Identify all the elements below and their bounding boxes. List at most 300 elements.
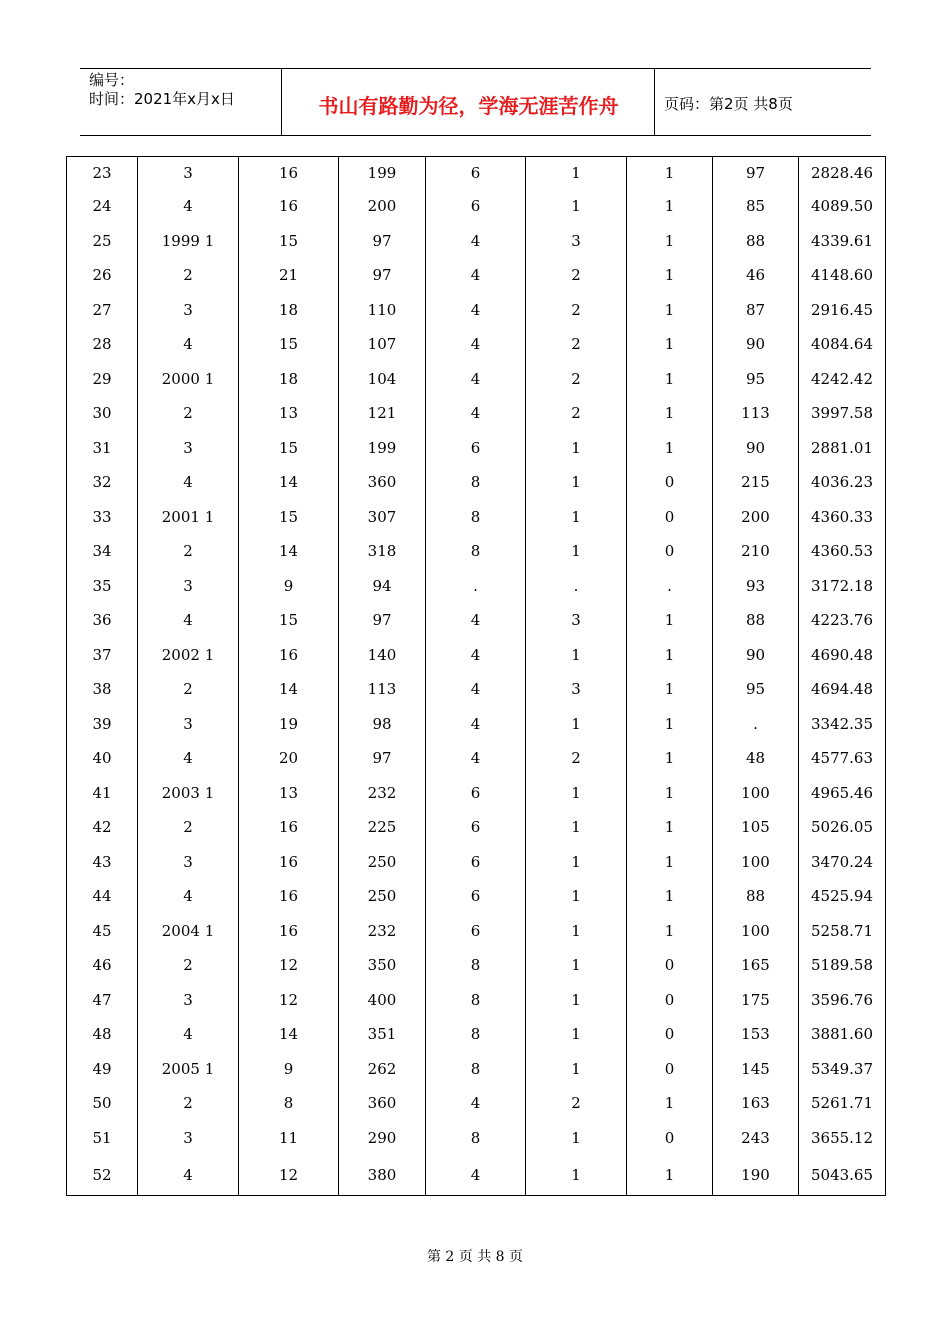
table-row xyxy=(67,327,886,362)
table-cell: 250 xyxy=(339,879,426,914)
table-cell: . xyxy=(713,707,799,742)
table-cell: 6 xyxy=(426,845,526,880)
table-cell: 9 xyxy=(239,1052,339,1087)
table-cell: 3 xyxy=(138,1121,239,1156)
table-cell: 1 xyxy=(627,638,713,673)
table-cell: 380 xyxy=(339,1155,426,1196)
table-cell: 20 xyxy=(239,741,339,776)
table-cell: 18 xyxy=(239,293,339,328)
table-cell: 250 xyxy=(339,845,426,880)
table-cell: 190 xyxy=(713,1155,799,1196)
table-cell: 2000 1 xyxy=(138,362,239,397)
table-cell: 145 xyxy=(713,1052,799,1087)
table-cell: 4 xyxy=(426,224,526,259)
table-cell: 8 xyxy=(239,1086,339,1121)
table-cell: 4 xyxy=(138,1155,239,1196)
table-cell: 87 xyxy=(713,293,799,328)
table-cell: 107 xyxy=(339,327,426,362)
table-row xyxy=(67,845,886,880)
table-cell: 360 xyxy=(339,465,426,500)
table-cell: 0 xyxy=(627,500,713,535)
table-cell: 2 xyxy=(526,258,627,293)
table-cell: 18 xyxy=(239,362,339,397)
table-cell: 1 xyxy=(627,741,713,776)
table-cell: 2916.45 xyxy=(799,293,886,328)
table-cell: 16 xyxy=(239,157,339,190)
table-cell: 27 xyxy=(92,300,112,319)
table-cell: 1 xyxy=(526,845,627,880)
table-cell: 41 xyxy=(92,783,112,802)
table-cell: 307 xyxy=(339,500,426,535)
table-cell: 46 xyxy=(713,258,799,293)
table-cell: 3470.24 xyxy=(799,845,886,880)
table-cell: 1 xyxy=(526,1155,627,1196)
table-cell: 6 xyxy=(426,810,526,845)
table-cell: 0 xyxy=(627,948,713,983)
table-cell: 8 xyxy=(426,534,526,569)
table-cell: 4 xyxy=(426,707,526,742)
table-cell: 100 xyxy=(713,776,799,811)
table-cell: 15 xyxy=(239,224,339,259)
data-table xyxy=(66,156,886,1196)
table-cell: 4 xyxy=(138,741,239,776)
table-cell: 2002 1 xyxy=(138,638,239,673)
table-cell: . xyxy=(627,569,713,604)
table-cell: 215 xyxy=(713,465,799,500)
table-row xyxy=(67,1017,886,1052)
table-cell: 23 xyxy=(92,164,112,182)
table-cell: 105 xyxy=(713,810,799,845)
table-cell: 36 xyxy=(92,611,112,630)
table-cell: 351 xyxy=(339,1017,426,1052)
table-cell: 97 xyxy=(339,258,426,293)
table-cell: 1 xyxy=(526,948,627,983)
table-cell: 16 xyxy=(239,638,339,673)
table-cell: 2 xyxy=(526,396,627,431)
table-cell: 1 xyxy=(627,362,713,397)
table-cell: 1 xyxy=(526,534,627,569)
table-cell: 48 xyxy=(713,741,799,776)
table-cell: 1 xyxy=(627,396,713,431)
table-cell: 1 xyxy=(526,157,627,190)
table-cell: . xyxy=(426,569,526,604)
table-cell: 95 xyxy=(713,362,799,397)
table-cell: 16 xyxy=(239,810,339,845)
table-cell: 1 xyxy=(627,914,713,949)
table-cell: 1 xyxy=(526,914,627,949)
table-cell: 42 xyxy=(92,818,112,837)
table-cell: 34 xyxy=(92,542,112,561)
table-cell: 50 xyxy=(92,1094,112,1113)
table-cell: 11 xyxy=(239,1121,339,1156)
table-cell: 163 xyxy=(713,1086,799,1121)
table-cell: 262 xyxy=(339,1052,426,1087)
table-cell: 1 xyxy=(526,1121,627,1156)
table-cell: 1 xyxy=(526,983,627,1018)
table-cell: 4 xyxy=(426,672,526,707)
table-row xyxy=(67,258,886,293)
table-cell: 4360.33 xyxy=(799,500,886,535)
table-cell: 85 xyxy=(713,189,799,224)
table-cell: 1 xyxy=(627,707,713,742)
table-cell: 113 xyxy=(339,672,426,707)
table-cell: 8 xyxy=(426,1017,526,1052)
table-cell: 3 xyxy=(138,707,239,742)
table-row xyxy=(67,948,886,983)
table-cell: 225 xyxy=(339,810,426,845)
table-cell: 49 xyxy=(92,1059,112,1078)
table-cell: 1999 1 xyxy=(138,224,239,259)
table-cell: 1 xyxy=(526,431,627,466)
table-cell: 4 xyxy=(138,603,239,638)
table-cell: 0 xyxy=(627,465,713,500)
table-cell: 2828.46 xyxy=(799,157,886,190)
table-cell: 200 xyxy=(339,189,426,224)
table-cell: 1 xyxy=(627,327,713,362)
table-cell: 16 xyxy=(239,845,339,880)
table-cell: 199 xyxy=(339,431,426,466)
table-cell: 1 xyxy=(526,707,627,742)
table-cell: 15 xyxy=(239,431,339,466)
table-cell: 4 xyxy=(426,258,526,293)
table-row xyxy=(67,879,886,914)
table-cell: 3 xyxy=(526,603,627,638)
table-row xyxy=(67,569,886,604)
table-row xyxy=(67,293,886,328)
table-cell: 43 xyxy=(92,852,112,871)
table-cell: 29 xyxy=(92,369,112,388)
table-cell: 97 xyxy=(339,224,426,259)
table-cell: 153 xyxy=(713,1017,799,1052)
table-cell: 26 xyxy=(92,266,112,285)
table-cell: 93 xyxy=(713,569,799,604)
table-cell: 100 xyxy=(713,845,799,880)
table-row xyxy=(67,157,886,190)
table-cell: 4089.50 xyxy=(799,189,886,224)
table-cell: 400 xyxy=(339,983,426,1018)
table-cell: 4223.76 xyxy=(799,603,886,638)
table-cell: 1 xyxy=(526,189,627,224)
table-cell: 3596.76 xyxy=(799,983,886,1018)
table-cell: 6 xyxy=(426,914,526,949)
header-top-rule xyxy=(80,68,871,69)
table-cell: 52 xyxy=(92,1166,112,1184)
table-cell: 3881.60 xyxy=(799,1017,886,1052)
table-cell: 13 xyxy=(239,776,339,811)
table-row xyxy=(67,1052,886,1087)
table-cell: 104 xyxy=(339,362,426,397)
table-cell: 4 xyxy=(426,327,526,362)
table-cell: 12 xyxy=(239,948,339,983)
table-cell: 32 xyxy=(92,473,112,492)
table-cell: 140 xyxy=(339,638,426,673)
table-cell: 2 xyxy=(138,396,239,431)
table-cell: 51 xyxy=(92,1128,112,1147)
table-cell: 2004 1 xyxy=(138,914,239,949)
table-row xyxy=(67,707,886,742)
table-row xyxy=(67,741,886,776)
table-row xyxy=(67,603,886,638)
table-cell: 6 xyxy=(426,879,526,914)
table-cell: 2 xyxy=(138,1086,239,1121)
table-cell: 88 xyxy=(713,603,799,638)
table-cell: 97 xyxy=(339,603,426,638)
table-cell: 4 xyxy=(426,1155,526,1196)
table-cell: 4 xyxy=(426,396,526,431)
table-row xyxy=(67,776,886,811)
serial-label: 编号： xyxy=(89,71,135,89)
table-cell: 4 xyxy=(426,362,526,397)
table-row xyxy=(67,465,886,500)
table-row xyxy=(67,396,886,431)
table-row xyxy=(67,672,886,707)
table-cell: 97 xyxy=(339,741,426,776)
table-cell: 175 xyxy=(713,983,799,1018)
table-row xyxy=(67,1086,886,1121)
table-cell: 90 xyxy=(713,638,799,673)
table-cell: 1 xyxy=(526,776,627,811)
table-cell: 4694.48 xyxy=(799,672,886,707)
table-row xyxy=(67,534,886,569)
table-cell: 3997.58 xyxy=(799,396,886,431)
table-cell: 40 xyxy=(92,749,112,768)
table-cell: . xyxy=(526,569,627,604)
table-cell: 1 xyxy=(627,189,713,224)
table-cell: 1 xyxy=(526,1017,627,1052)
table-cell: 8 xyxy=(426,1121,526,1156)
table-cell: 3 xyxy=(138,569,239,604)
table-row xyxy=(67,983,886,1018)
table-cell: 4339.61 xyxy=(799,224,886,259)
table-cell: 8 xyxy=(426,983,526,1018)
table-cell: 165 xyxy=(713,948,799,983)
table-cell: 8 xyxy=(426,500,526,535)
table-cell: 5349.37 xyxy=(799,1052,886,1087)
table-cell: 360 xyxy=(339,1086,426,1121)
table-cell: 6 xyxy=(426,189,526,224)
table-cell: 90 xyxy=(713,431,799,466)
table-cell: 1 xyxy=(526,465,627,500)
table-cell: 14 xyxy=(239,465,339,500)
table-row xyxy=(67,914,886,949)
table-row xyxy=(67,810,886,845)
table-cell: 3 xyxy=(526,672,627,707)
table-cell: 15 xyxy=(239,603,339,638)
table-cell: 243 xyxy=(713,1121,799,1156)
table-cell: 1 xyxy=(627,1155,713,1196)
table-cell: 6 xyxy=(426,157,526,190)
table-row xyxy=(67,638,886,673)
table-cell: 3 xyxy=(138,293,239,328)
table-cell: 44 xyxy=(92,887,112,906)
table-cell: 6 xyxy=(426,776,526,811)
table-cell: 1 xyxy=(526,500,627,535)
table-cell: 1 xyxy=(627,603,713,638)
table-cell: 0 xyxy=(627,983,713,1018)
table-row xyxy=(67,362,886,397)
table-body xyxy=(67,157,886,1196)
table-cell: 31 xyxy=(92,438,112,457)
table-cell: 8 xyxy=(426,465,526,500)
table-cell: 2 xyxy=(526,741,627,776)
table-cell: 16 xyxy=(239,914,339,949)
table-cell: 2003 1 xyxy=(138,776,239,811)
table-cell: 113 xyxy=(713,396,799,431)
table-cell: 4577.63 xyxy=(799,741,886,776)
table-cell: 19 xyxy=(239,707,339,742)
table-cell: 9 xyxy=(239,569,339,604)
table-row xyxy=(67,431,886,466)
table-cell: 45 xyxy=(92,921,112,940)
table-cell: 4 xyxy=(426,603,526,638)
table-cell: 4036.23 xyxy=(799,465,886,500)
table-cell: 3 xyxy=(138,157,239,190)
table-cell: 46 xyxy=(92,956,112,975)
table-cell: 15 xyxy=(239,500,339,535)
table-row xyxy=(67,224,886,259)
table-cell: 1 xyxy=(526,1052,627,1087)
table-cell: 38 xyxy=(92,680,112,699)
table-cell: 350 xyxy=(339,948,426,983)
table-cell: 15 xyxy=(239,327,339,362)
table-cell: 8 xyxy=(426,1052,526,1087)
page-footer: 第 2 页 共 8 页 xyxy=(426,1249,524,1265)
table-cell: 2 xyxy=(526,293,627,328)
table-cell: 2 xyxy=(138,258,239,293)
table-cell: 95 xyxy=(713,672,799,707)
table-cell: 2 xyxy=(526,1086,627,1121)
table-cell: 4 xyxy=(426,1086,526,1121)
table-cell: 4084.64 xyxy=(799,327,886,362)
table-cell: 1 xyxy=(627,258,713,293)
table-cell: 1 xyxy=(627,879,713,914)
table-cell: 1 xyxy=(627,810,713,845)
table-cell: 14 xyxy=(239,1017,339,1052)
page-info: 页码：第2页 共8页 xyxy=(664,95,793,113)
table-cell: 3 xyxy=(138,983,239,1018)
table-cell: 12 xyxy=(239,983,339,1018)
table-cell: 1 xyxy=(627,293,713,328)
table-cell: 4 xyxy=(138,327,239,362)
table-cell: 25 xyxy=(92,231,112,250)
table-cell: 48 xyxy=(92,1025,112,1044)
table-cell: 8 xyxy=(426,948,526,983)
table-cell: 4 xyxy=(138,1017,239,1052)
table-cell: 98 xyxy=(339,707,426,742)
table-cell: 47 xyxy=(92,990,112,1009)
table-cell: 1 xyxy=(627,672,713,707)
table-cell: 0 xyxy=(627,1052,713,1087)
table-cell: 14 xyxy=(239,672,339,707)
table-cell: 200 xyxy=(713,500,799,535)
table-cell: 3172.18 xyxy=(799,569,886,604)
table-cell: 2 xyxy=(526,327,627,362)
table-cell: 39 xyxy=(92,714,112,733)
table-cell: 2 xyxy=(138,948,239,983)
table-cell: 88 xyxy=(713,224,799,259)
table-cell: 199 xyxy=(339,157,426,190)
table-cell: 37 xyxy=(92,645,112,664)
table-cell: 110 xyxy=(339,293,426,328)
table-cell: 5189.58 xyxy=(799,948,886,983)
table-cell: 2 xyxy=(138,534,239,569)
table-row xyxy=(67,1121,886,1156)
table-cell: 35 xyxy=(92,576,112,595)
table-cell: 2005 1 xyxy=(138,1052,239,1087)
table-cell: 0 xyxy=(627,1121,713,1156)
table-cell: 0 xyxy=(627,534,713,569)
table-cell: 1 xyxy=(526,638,627,673)
table-cell: 5026.05 xyxy=(799,810,886,845)
table-cell: 2 xyxy=(138,810,239,845)
table-cell: 4 xyxy=(426,293,526,328)
table-cell: 4148.60 xyxy=(799,258,886,293)
table-cell: 1 xyxy=(526,879,627,914)
table-cell: 3 xyxy=(138,845,239,880)
table-cell: 3342.35 xyxy=(799,707,886,742)
table-cell: 6 xyxy=(426,431,526,466)
table-cell: 232 xyxy=(339,914,426,949)
table-row xyxy=(67,500,886,535)
table-cell: 24 xyxy=(92,197,112,216)
table-cell: 4 xyxy=(138,465,239,500)
table-cell: 4 xyxy=(138,189,239,224)
table-cell: 14 xyxy=(239,534,339,569)
table-cell: 2001 1 xyxy=(138,500,239,535)
table-cell: 2 xyxy=(138,672,239,707)
table-row xyxy=(67,1155,886,1196)
table-cell: 4525.94 xyxy=(799,879,886,914)
table-cell: 16 xyxy=(239,189,339,224)
table-cell: 1 xyxy=(526,810,627,845)
table-cell: 100 xyxy=(713,914,799,949)
header-bottom-rule xyxy=(80,135,871,136)
table-cell: 1 xyxy=(627,776,713,811)
table-cell: 2 xyxy=(526,362,627,397)
table-cell: 290 xyxy=(339,1121,426,1156)
table-cell: 4360.53 xyxy=(799,534,886,569)
table-cell: 4 xyxy=(426,638,526,673)
table-cell: 1 xyxy=(627,845,713,880)
table-cell: 21 xyxy=(239,258,339,293)
table-cell: 232 xyxy=(339,776,426,811)
table-cell: 4242.42 xyxy=(799,362,886,397)
table-cell: 30 xyxy=(92,404,112,423)
table-cell: 1 xyxy=(627,431,713,466)
motto-banner: 书山有路勤为径，学海无涯苦作舟 xyxy=(318,94,619,118)
table-cell: 3 xyxy=(138,431,239,466)
table-cell: 1 xyxy=(627,1086,713,1121)
table-cell: 13 xyxy=(239,396,339,431)
table-cell: 28 xyxy=(92,335,112,354)
table-cell: 4 xyxy=(138,879,239,914)
table-row xyxy=(67,189,886,224)
table-cell: 3 xyxy=(526,224,627,259)
table-cell: 94 xyxy=(339,569,426,604)
table-cell: 33 xyxy=(92,507,112,526)
table-cell: 3655.12 xyxy=(799,1121,886,1156)
table-cell: 318 xyxy=(339,534,426,569)
date-label: 时间：2021年x月x日 xyxy=(89,90,235,108)
table-cell: 4 xyxy=(426,741,526,776)
table-cell: 1 xyxy=(627,224,713,259)
table-cell: 1 xyxy=(627,157,713,190)
table-cell: 0 xyxy=(627,1017,713,1052)
table-cell: 2881.01 xyxy=(799,431,886,466)
table-cell: 5043.65 xyxy=(799,1155,886,1196)
table-cell: 4690.48 xyxy=(799,638,886,673)
table-cell: 16 xyxy=(239,879,339,914)
